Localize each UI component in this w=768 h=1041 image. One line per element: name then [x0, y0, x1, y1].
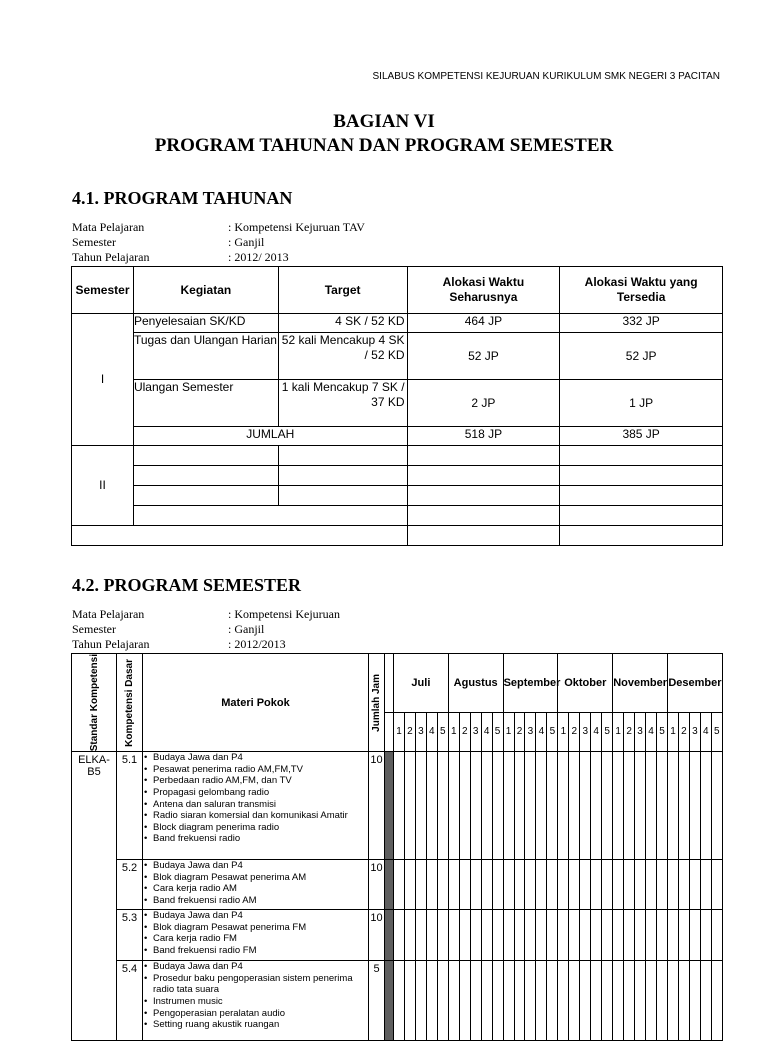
list-item: • Instrumen music [153, 996, 368, 1008]
week-cell [547, 961, 558, 1041]
week-cell [415, 752, 426, 860]
week-cell [481, 860, 492, 910]
week-header: 3 [689, 712, 700, 752]
col-header-target: Target [278, 267, 407, 314]
week-header: 4 [591, 712, 602, 752]
week-cell [448, 910, 459, 961]
table-row [72, 506, 723, 526]
table-row [72, 314, 723, 333]
program-semester-table [71, 653, 723, 1041]
semester-cell: II [72, 446, 134, 526]
week-cell [569, 752, 580, 860]
tersedia-cell: 52 JP [560, 333, 723, 380]
week-cell [591, 961, 602, 1041]
meta-label: Semester [72, 235, 116, 249]
target-cell: 4 SK / 52 KD [278, 314, 407, 333]
week-cell [514, 910, 525, 961]
week-header: 4 [481, 712, 492, 752]
kd-cell: 5.4 [117, 961, 143, 1041]
table-header-row [72, 654, 723, 713]
empty-cell [407, 486, 560, 506]
week-cell [569, 910, 580, 961]
meta-row [72, 622, 340, 637]
empty-cell [407, 466, 560, 486]
week-header: 1 [558, 712, 569, 752]
meta-label: Mata Pelajaran [72, 607, 145, 621]
empty-cell [560, 486, 723, 506]
month-header: Desember [668, 654, 723, 713]
week-cell [613, 860, 624, 910]
week-cell [624, 961, 635, 1041]
week-cell [668, 752, 679, 860]
week-cell [481, 961, 492, 1041]
list-item: • Pesawat penerima radio AM,FM,TV [153, 764, 368, 776]
kegiatan-cell: Ulangan Semester [133, 380, 278, 427]
materi-cell [143, 910, 369, 961]
week-cell [394, 961, 405, 1041]
table-row [72, 466, 723, 486]
materi-list [143, 910, 368, 956]
week-cell [503, 910, 514, 961]
semester-cell: I [72, 314, 134, 446]
week-cell [514, 860, 525, 910]
week-cell [580, 910, 591, 961]
empty-cell [278, 486, 407, 506]
section-heading-program-tahunan: 4.1. PROGRAM TAHUNAN [72, 188, 293, 208]
week-header: 3 [580, 712, 591, 752]
week-cell [394, 860, 405, 910]
week-cell [459, 961, 470, 1041]
meta-label: Semester [72, 622, 116, 636]
week-cell [525, 910, 536, 961]
week-cell [426, 961, 437, 1041]
week-cell [470, 860, 481, 910]
week-cell [580, 752, 591, 860]
list-item: • Propagasi gelombang radio [153, 787, 368, 799]
list-item: • Block diagram penerima radio [153, 822, 368, 834]
week-cell [711, 910, 722, 961]
empty-cell [407, 526, 560, 546]
week-cell [426, 860, 437, 910]
list-item: • Radio siaran komersial dan komunikasi Amatir [153, 810, 368, 822]
list-item: • Perbedaan radio AM,FM, dan TV [153, 775, 368, 787]
week-cell [470, 752, 481, 860]
meta-block-semester [72, 607, 340, 652]
table-row [72, 333, 723, 380]
list-item: • Band frekuensi radio [153, 833, 368, 845]
list-item: • Budaya Jawa dan P4 [153, 910, 368, 922]
week-cell [492, 961, 503, 1041]
meta-label: Tahun Pelajaran [72, 250, 150, 264]
section-heading-program-semester: 4.2. PROGRAM SEMESTER [72, 575, 302, 595]
week-header: 3 [470, 712, 481, 752]
materi-cell [143, 961, 369, 1041]
week-cell [492, 860, 503, 910]
materi-list [143, 860, 368, 906]
week-cell [635, 910, 646, 961]
list-item: • Band frekuensi radio AM [153, 895, 368, 907]
meta-value: : Kompetensi Kejuruan TAV [228, 220, 365, 234]
week-cell [394, 910, 405, 961]
meta-value: : Ganjil [228, 622, 265, 636]
week-cell [711, 752, 722, 860]
week-cell [448, 961, 459, 1041]
meta-value: : Kompetensi Kejuruan [228, 607, 340, 621]
materi-list [143, 961, 368, 1031]
week-cell [689, 961, 700, 1041]
week-cell [602, 752, 613, 860]
week-header: 1 [613, 712, 624, 752]
week-cell [448, 860, 459, 910]
meta-row [72, 220, 365, 235]
shade-gap [385, 860, 394, 910]
week-cell [613, 910, 624, 961]
week-cell [700, 910, 711, 961]
week-cell [591, 910, 602, 961]
table-row [72, 526, 723, 546]
week-cell [547, 860, 558, 910]
week-cell [657, 910, 668, 961]
materi-cell [143, 860, 369, 910]
week-cell [668, 961, 679, 1041]
total-row [72, 427, 723, 446]
week-cell [404, 910, 415, 961]
kd-cell: 5.1 [117, 752, 143, 860]
empty-cell [133, 506, 407, 526]
list-item: • Blok diagram Pesawat penerima FM [153, 922, 368, 934]
col-header-kegiatan: Kegiatan [133, 267, 278, 314]
week-cell [689, 910, 700, 961]
week-cell [591, 860, 602, 910]
empty-cell [278, 466, 407, 486]
target-cell: 1 kali Mencakup 7 SK / 37 KD [278, 380, 407, 427]
week-cell [635, 961, 646, 1041]
shade-gap [385, 654, 394, 713]
week-header: 5 [547, 712, 558, 752]
table-row [72, 380, 723, 427]
table-header-row [72, 267, 723, 314]
jam-cell: 10 [369, 910, 385, 961]
week-cell [404, 752, 415, 860]
shade-gap [385, 752, 394, 860]
week-cell [503, 752, 514, 860]
week-cell [437, 752, 448, 860]
empty-cell [133, 486, 278, 506]
week-header: 2 [514, 712, 525, 752]
list-item: • Setting ruang akustik ruangan [153, 1019, 368, 1031]
empty-cell [407, 506, 560, 526]
meta-row [72, 235, 365, 250]
week-cell [437, 910, 448, 961]
week-cell [646, 910, 657, 961]
shade-gap [385, 961, 394, 1041]
col-header-standar-kompetensi [72, 654, 117, 752]
month-header: Juli [394, 654, 449, 713]
week-cell [459, 910, 470, 961]
week-cell [481, 910, 492, 961]
week-cell [678, 910, 689, 961]
week-cell [525, 752, 536, 860]
tersedia-cell: 1 JP [560, 380, 723, 427]
jam-cell: 10 [369, 752, 385, 860]
week-header: 1 [448, 712, 459, 752]
kd-cell: 5.2 [117, 860, 143, 910]
empty-cell [560, 446, 723, 466]
week-cell [689, 752, 700, 860]
empty-cell [133, 446, 278, 466]
col-header-kompetensi-dasar [117, 654, 143, 752]
week-header: 2 [624, 712, 635, 752]
table-row [72, 486, 723, 506]
month-header: November [613, 654, 668, 713]
table-row [72, 752, 723, 860]
week-cell [700, 752, 711, 860]
meta-label: Tahun Pelajaran [72, 637, 150, 651]
col-header-semester: Semester [72, 267, 134, 314]
list-item: • Prosedur baku pengoperasian sistem penerima radio tata suara [153, 973, 368, 996]
empty-cell [560, 526, 723, 546]
meta-value: : Ganjil [228, 235, 265, 249]
week-cell [602, 860, 613, 910]
week-cell [711, 961, 722, 1041]
week-header: 2 [569, 712, 580, 752]
week-cell [646, 961, 657, 1041]
materi-cell [143, 752, 369, 860]
week-cell [481, 752, 492, 860]
week-cell [700, 860, 711, 910]
week-cell [569, 860, 580, 910]
meta-label: Mata Pelajaran [72, 220, 145, 234]
tersedia-cell: 332 JP [560, 314, 723, 333]
list-item: • Cara kerja radio AM [153, 883, 368, 895]
week-header: 4 [700, 712, 711, 752]
target-cell: 52 kali Mencakup 4 SK / 52 KD [278, 333, 407, 380]
week-cell [525, 961, 536, 1041]
week-header: 5 [437, 712, 448, 752]
week-header: 1 [503, 712, 514, 752]
week-cell [602, 961, 613, 1041]
kegiatan-cell: Penyelesaian SK/KD [133, 314, 278, 333]
week-header: 5 [602, 712, 613, 752]
week-cell [635, 752, 646, 860]
list-item: • Budaya Jawa dan P4 [153, 961, 368, 973]
month-header: September [503, 654, 558, 713]
week-cell [394, 752, 405, 860]
table-row [72, 961, 723, 1041]
seharusnya-cell: 2 JP [407, 380, 560, 427]
week-cell [646, 860, 657, 910]
shade-gap [385, 910, 394, 961]
week-cell [558, 860, 569, 910]
meta-block-tahunan [72, 220, 365, 265]
week-cell [415, 860, 426, 910]
meta-value: : 2012/ 2013 [228, 250, 289, 264]
week-cell [613, 752, 624, 860]
col-header-materi-pokok: Materi Pokok [143, 654, 369, 752]
empty-cell [407, 446, 560, 466]
week-cell [503, 961, 514, 1041]
program-tahunan-table [71, 266, 723, 546]
week-cell [459, 860, 470, 910]
week-header: 3 [525, 712, 536, 752]
week-cell [646, 752, 657, 860]
table-row [72, 860, 723, 910]
running-header: SILABUS KOMPETENSI KEJURUAN KURIKULUM SMK NEGERI 3 PACITAN [372, 71, 720, 82]
month-header: Agustus [448, 654, 503, 713]
total-tersedia: 385 JP [560, 427, 723, 446]
week-cell [668, 860, 679, 910]
week-cell [536, 910, 547, 961]
week-header: 2 [404, 712, 415, 752]
week-cell [602, 910, 613, 961]
meta-value: : 2012/2013 [228, 637, 286, 651]
week-cell [657, 961, 668, 1041]
week-cell [558, 752, 569, 860]
week-cell [624, 752, 635, 860]
page-title: BAGIAN VI [333, 111, 435, 132]
table-row [72, 446, 723, 466]
week-header: 4 [536, 712, 547, 752]
col-header-alokasi-tersedia: Alokasi Waktu yang Tersedia [560, 267, 723, 314]
week-cell [558, 910, 569, 961]
week-cell [536, 961, 547, 1041]
week-cell [678, 961, 689, 1041]
list-item: • Budaya Jawa dan P4 [153, 860, 368, 872]
week-cell [448, 752, 459, 860]
week-cell [459, 752, 470, 860]
week-cell [613, 961, 624, 1041]
week-header: 5 [711, 712, 722, 752]
list-item: • Antena dan saluran transmisi [153, 799, 368, 811]
week-header: 3 [635, 712, 646, 752]
week-cell [415, 961, 426, 1041]
empty-cell [133, 466, 278, 486]
jam-cell: 10 [369, 860, 385, 910]
week-cell [492, 752, 503, 860]
week-cell [514, 752, 525, 860]
week-cell [404, 961, 415, 1041]
week-header: 4 [426, 712, 437, 752]
meta-row [72, 637, 340, 652]
month-header: Oktober [558, 654, 613, 713]
week-cell [657, 752, 668, 860]
week-header: 4 [646, 712, 657, 752]
week-cell [437, 860, 448, 910]
week-cell [470, 961, 481, 1041]
seharusnya-cell: 464 JP [407, 314, 560, 333]
week-cell [635, 860, 646, 910]
week-cell [591, 752, 602, 860]
empty-cell [72, 526, 408, 546]
week-cell [492, 910, 503, 961]
col-header-jumlah-jam [369, 654, 385, 752]
week-header: 5 [492, 712, 503, 752]
week-cell [700, 961, 711, 1041]
week-cell [514, 961, 525, 1041]
week-cell [503, 860, 514, 910]
week-cell [668, 910, 679, 961]
list-item: • Band frekuensi radio FM [153, 945, 368, 957]
col-header-label: Kompetensi Dasar [124, 658, 135, 747]
week-cell [678, 752, 689, 860]
kd-cell: 5.3 [117, 910, 143, 961]
sk-code-cell: ELKA-B5 [72, 752, 117, 1041]
total-seharusnya: 518 JP [407, 427, 560, 446]
list-item: • Cara kerja radio FM [153, 933, 368, 945]
week-cell [657, 860, 668, 910]
week-cell [689, 860, 700, 910]
week-cell [547, 752, 558, 860]
week-cell [470, 910, 481, 961]
seharusnya-cell: 52 JP [407, 333, 560, 380]
page-subtitle: PROGRAM TAHUNAN DAN PROGRAM SEMESTER [154, 135, 614, 156]
week-cell [437, 961, 448, 1041]
week-cell [525, 860, 536, 910]
week-cell [569, 961, 580, 1041]
shade-gap [385, 712, 394, 752]
list-item: • Pengoperasian peralatan audio [153, 1008, 368, 1020]
week-header: 2 [459, 712, 470, 752]
week-cell [711, 860, 722, 910]
col-header-alokasi-seharusnya: Alokasi Waktu Seharusnya [407, 267, 560, 314]
jam-cell: 5 [369, 961, 385, 1041]
empty-cell [560, 506, 723, 526]
week-cell [580, 961, 591, 1041]
week-cell [426, 752, 437, 860]
week-cell [624, 910, 635, 961]
week-header: 5 [657, 712, 668, 752]
week-cell [580, 860, 591, 910]
materi-list [143, 752, 368, 845]
week-cell [536, 752, 547, 860]
week-cell [404, 860, 415, 910]
week-cell [624, 860, 635, 910]
total-label: JUMLAH [133, 427, 407, 446]
week-header: 1 [394, 712, 405, 752]
week-cell [678, 860, 689, 910]
week-header: 3 [415, 712, 426, 752]
meta-row [72, 250, 365, 265]
table-row [72, 910, 723, 961]
empty-cell [278, 446, 407, 466]
week-cell [426, 910, 437, 961]
list-item: • Budaya Jawa dan P4 [153, 752, 368, 764]
week-header: 2 [678, 712, 689, 752]
col-header-label: Jumlah Jam [371, 673, 382, 732]
week-cell [415, 910, 426, 961]
empty-cell [560, 466, 723, 486]
week-header: 1 [668, 712, 679, 752]
meta-row [72, 607, 340, 622]
kegiatan-cell: Tugas dan Ulangan Harian [133, 333, 278, 380]
list-item: • Blok diagram Pesawat penerima AM [153, 872, 368, 884]
week-cell [558, 961, 569, 1041]
week-cell [536, 860, 547, 910]
week-cell [547, 910, 558, 961]
col-header-label: Standar Kompetensi [88, 654, 100, 752]
